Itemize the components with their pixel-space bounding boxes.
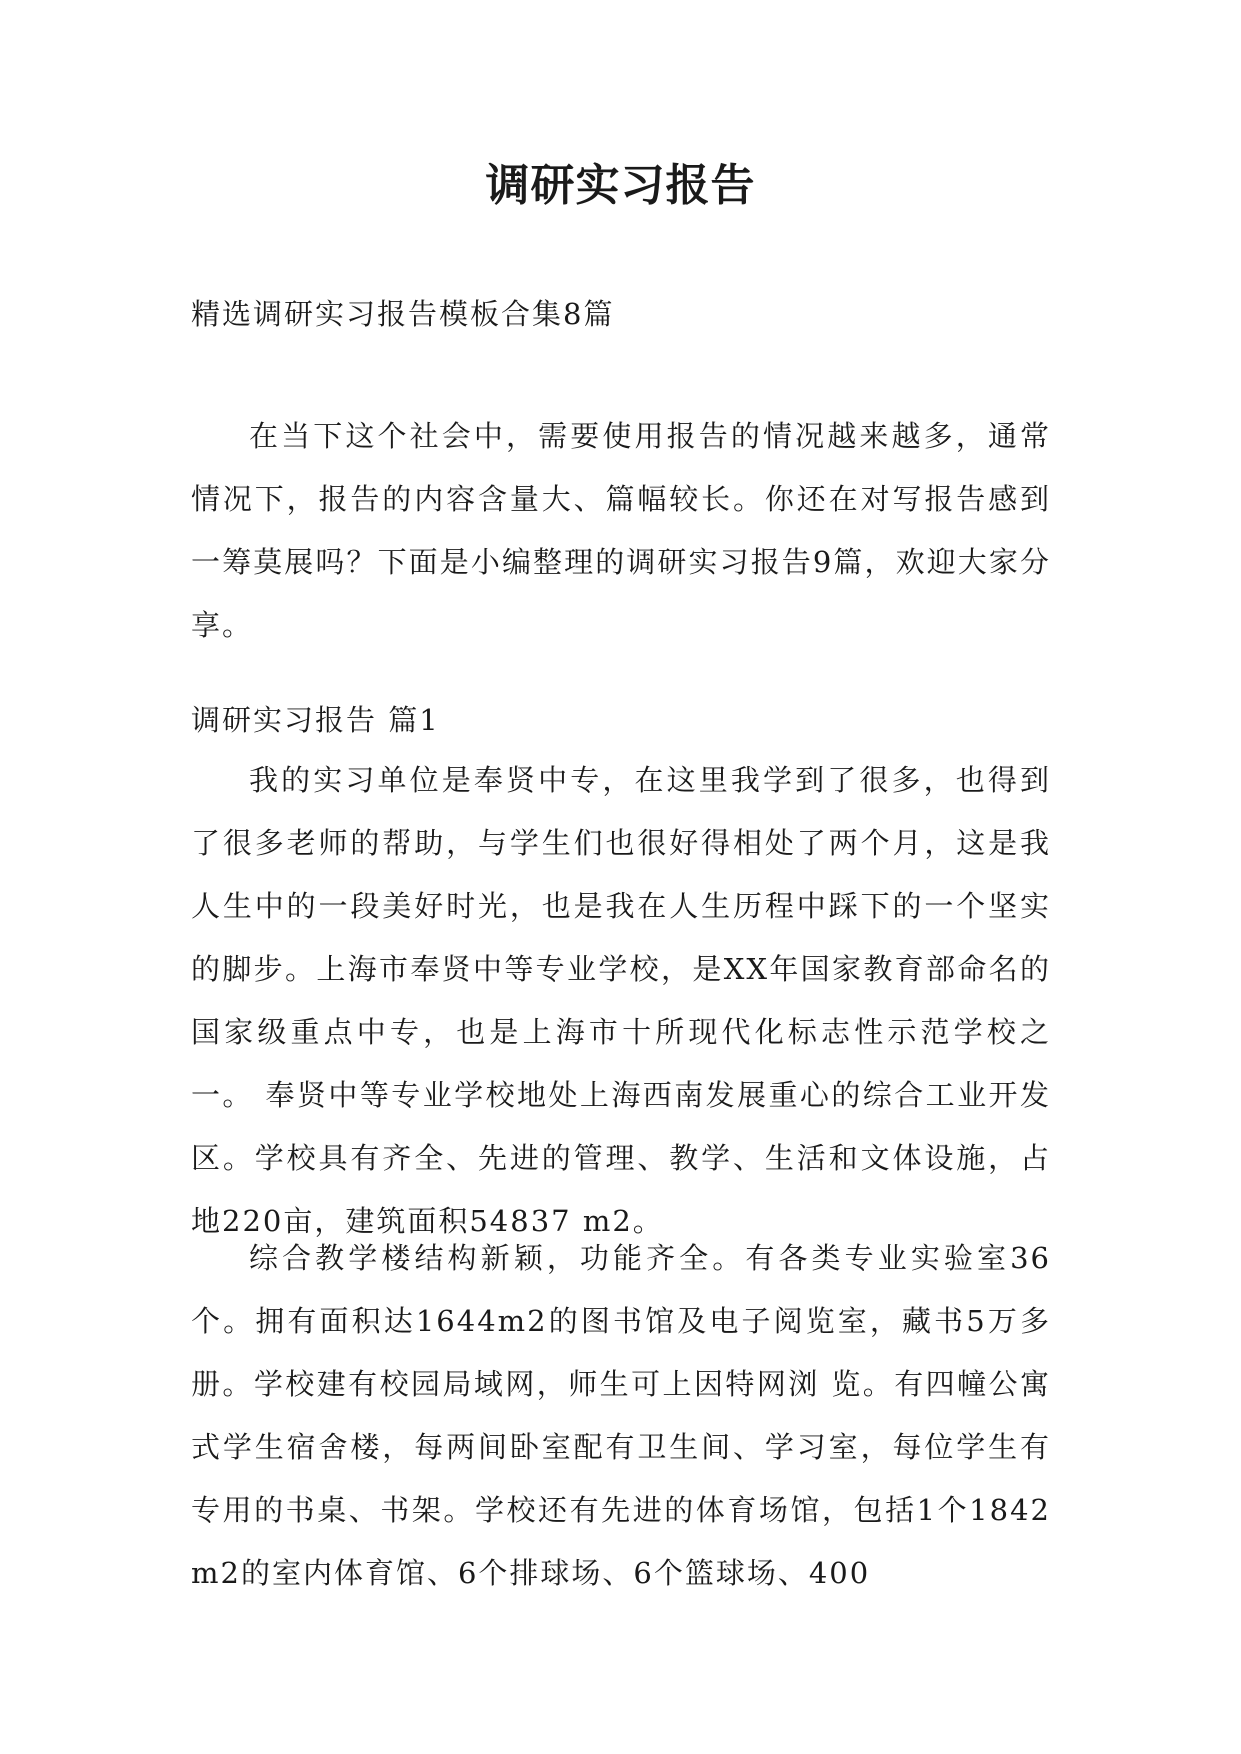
document-title: 调研实习报告 xyxy=(485,160,756,211)
section-heading: 调研实习报告 篇1 xyxy=(191,703,440,737)
intro-paragraph: 在当下这个社会中，需要使用报告的情况越来越多，通常情况下，报告的内容含量大、篇幅较长。你还在对写报告感到一筹莫展吗？下面是小编整理的调研实习报告9篇，欢迎大家分享。 xyxy=(191,419,1051,642)
body-paragraph-2: 综合教学楼结构新颖，功能齐全。有各类专业实验室36个。拥有面积达1644m2的图书馆及电子阅览室，藏书5万多册。学校建有校园局域网，师生可上因特网浏 览。有四幢公寓式学生宿舍楼，每两间卧室配有卫生间、学习室，每位学生有专用的书桌、书架。学校还有先进的体育场馆，包括1个1842 m2的室内体育馆、6个排球场、6个篮球场、400 xyxy=(191,1241,1051,1590)
document-subtitle: 精选调研实习报告模板合集8篇 xyxy=(191,297,615,331)
body-paragraph-1: 我的实习单位是奉贤中专，在这里我学到了很多，也得到了很多老师的帮助，与学生们也很好得相处了两个月，这是我人生中的一段美好时光，也是我在人生历程中踩下的一个坚实的脚步。上海市奉贤中等专业学校，是XX年国家教育部命名的国家级重点中专，也是上海市十所现代化标志性示范学校之一。 奉贤中等专业学校地处上海西南发展重心的综合工业开发区。学校具有齐全、先进的管理、教学、生活和文体设施，占地220亩，建筑面积54837 m2。 xyxy=(191,763,1051,1238)
